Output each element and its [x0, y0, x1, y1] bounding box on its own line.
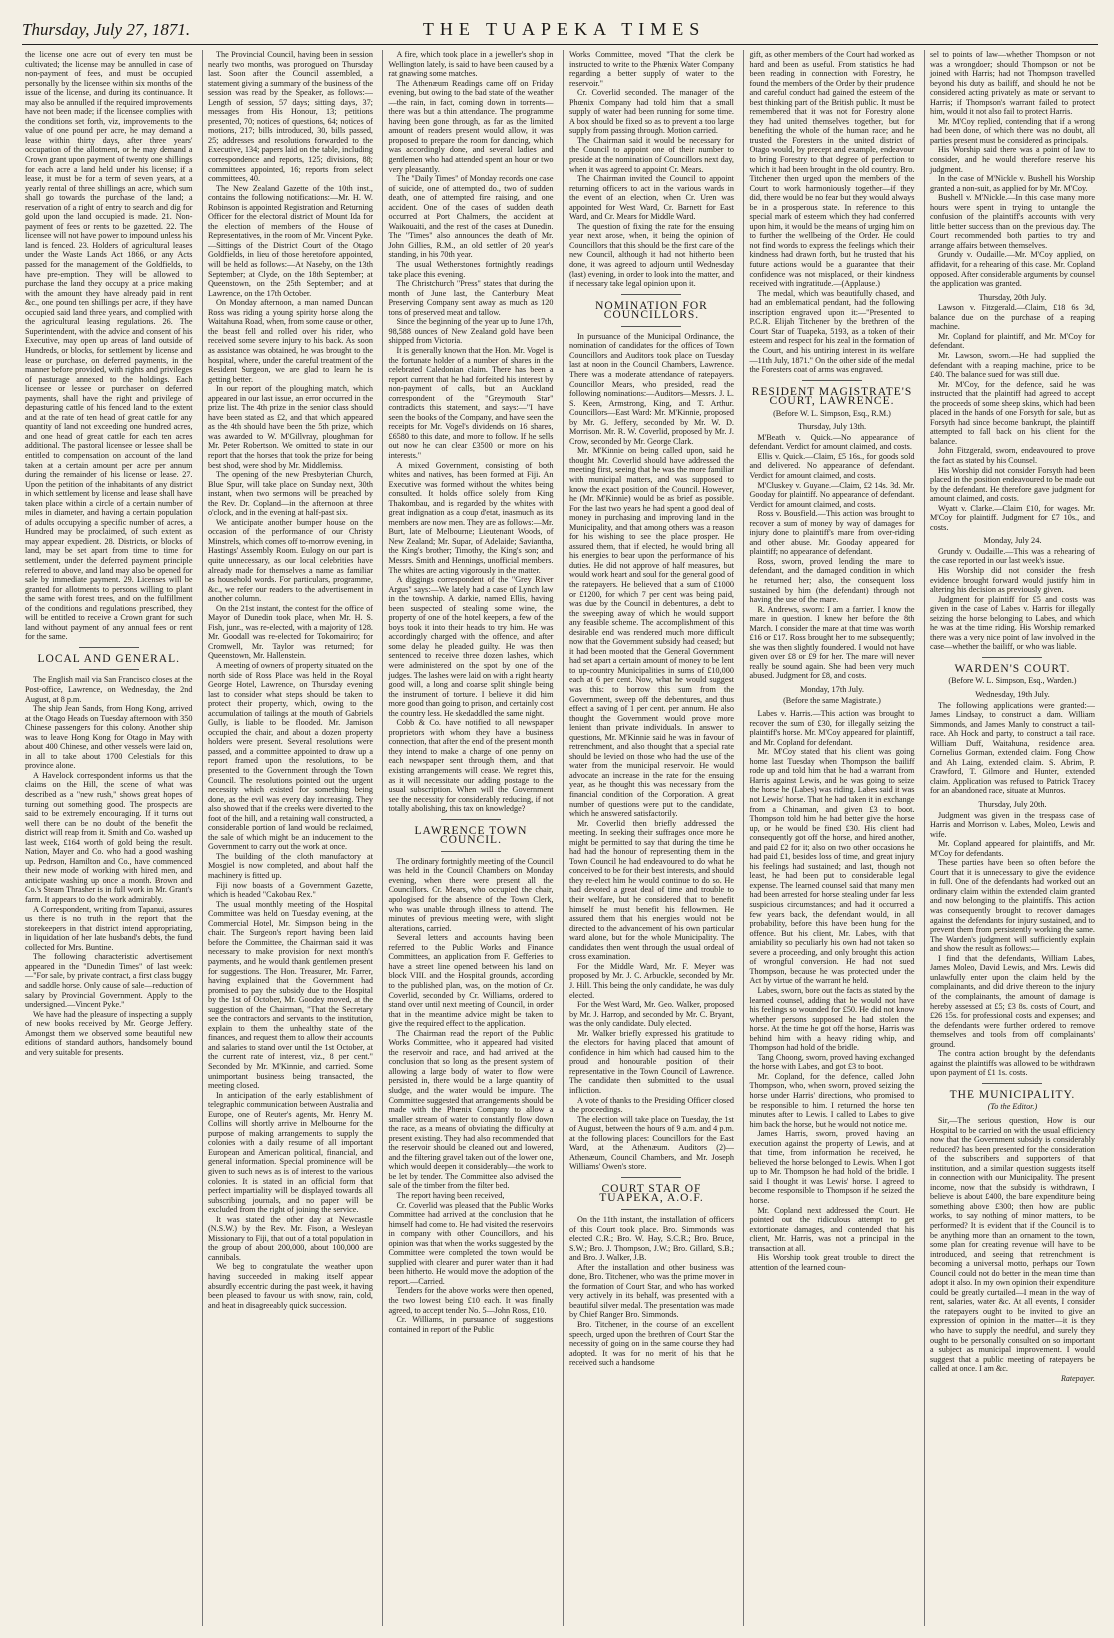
court-case: His Worship took great trouble to direct the attention of the learned coun- [749, 1253, 915, 1272]
court-case: The following applications were granted:—James Lindsay, to construct a dam. William Simmonds, and James Manly to construct a tail-race. Ah Hock and party, to construct a tail race. William Duff, Waitahuna, residence area. Cornelius Gorman, extended claim. Fong Chow and Ah Laing, extended claim. S. Abrim, P. Crawford, T. Gilmore and Hunter, extended claim. Application was refused to Patrick Tracey for an abandoned race, situate at Munros. [929, 700, 1095, 796]
court-date: Monday, July 24. [983, 536, 1042, 546]
report-paragraph: Mr. Coverlid then briefly addressed the meeting. In seeking their suffrages once more he might be permitted to say that during the time he had had the honour of representing them in the Town Council he had endeavoured to do what he conceived to be for their best interests, and should they re-elect him he would continue to do so. He had devoted a great deal of time and trouble to their welfare, but he considered that to benefit himself he must benefit his fellowmen. He assured them that his energies would not be directed to the advancement of his own particular ward alone, but for the whole Municipality. The candidates then went through the usual ordeal of cross examination. [568, 818, 734, 962]
report-paragraph: Several letters and accounts having been referred to the Public Works and Finance Committees, an application from F. Gefferies to have a street line opened between his land on block VIII. and the Hospital grounds, according to the published plan, was, on the motion of Cr. Coverlid, seconded by Cr. Williams, ordered to stand over until next meeting of Council, in order that in the meantime advice might be taken to give the required effect to the application. [388, 933, 554, 1029]
section-divider [621, 294, 681, 295]
news-item: A mixed Government, consisting of both whites and natives, has been formed at Fiji. An Executive was formed without the whites being consulted. It holds office solely from King Thakombau, and is regarded by the whites with great indignation as a coup d'etat, inasmuch as its members are now men. They are as follows:—Mr. Burt, late of Melbourne; Lieutenant Woods, of New Zealand; Mr. Supar, of Adelaide; Saviantha, the King's brother; Timothy, the King's son; and Messrs. Smith and Hennings, unofficial members. The whites are acting vigorously in the matter. [388, 460, 554, 575]
court-presiding: (Before W. L. Simpson, Esq., R.M.) [773, 408, 891, 418]
news-item: The usual monthly meeting of the Hospital Committee was held on Tuesday evening, at the Commercial Hotel, Mr. Simpson being in the chair. The Surgeon's report having been laid before the Committee, the Chairman said it was necessary to make provision for next month's payments, and he would thank gentlemen present for suggestions. The Hon. Treasurer, Mr. Farrer, having explained that the Government had promised to pay the subsidy due to the Hospital by the 1st of October, Mr. Goodey moved, at the suggestion of the Chairman, "That the Secretary see the contractors and servants to the institution, explain to them the unhealthy state of the finances, and request them to allow their accounts and salaries to stand over until the 1st October, at the current rate of interest, viz., 8 per cent." Seconded by Mr. M'Kinnie, and carried. Some unimportant business being transacted, the meeting closed. [207, 899, 373, 1091]
section-divider [441, 851, 501, 852]
section-divider [441, 819, 501, 820]
court-case: In the case of M'Nickle v. Bushell his Worship granted a non-suit, as applied for by Mr. M'Coy. [929, 174, 1095, 193]
court-case: Mr. Copland next addressed the Court. He pointed out the ridiculous attempt to get extortionate damages, and contended that his client, Mr. Harris, was not a principal in the transaction at all. [749, 1205, 915, 1253]
court-date: Thursday, July 13th. [797, 422, 867, 432]
columns [22, 50, 1098, 1626]
court-case: Bushell v. M'Nickle.—In this case many more hours were spent in trying to untangle the confusion of the plaintiff's accounts with very little better success than on the previous day. The Court recommended both parties to try and arrange affairs between themselves. [929, 193, 1095, 250]
court-case: Labes v. Harris.—This action was brought to recover the sum of £30, for illegally seizing the plaintiff's horse. Mr. M'Coy appeared for plaintiff, and Mr. Copland for defendant. [749, 709, 915, 747]
section-divider [621, 326, 681, 327]
court-presiding: (Before W. L. Simpson, Esq., Warden.) [948, 676, 1077, 686]
court-case: Lawson v. Fitzgerald.—Claim, £18 6s 3d, balance due on the purchase of a reaping machine. [929, 303, 1095, 332]
court-presiding: (Before the same Magistrate.) [783, 695, 881, 705]
news-item: We have had the pleasure of inspecting a supply of new books received by Mr. George Jeffery. Amongst them we observed some beautiful new editions of standard authors, handsomely bound and very suitable for presents. [25, 1009, 193, 1057]
court-case: Judgment for plaintiff for £5 and costs was given in the case of Labes v. Harris for illegally seizing the horse belonging to Labes, and which he was at the time riding. His Worship remarked there was a very nice point of law involved in the case—whether the bailiff, or who was liable. [929, 594, 1095, 652]
section-divider [79, 647, 139, 648]
section-heading: LOCAL AND GENERAL. [37, 652, 180, 665]
court-case: Mr. Copland, for the defence, called John Thompson, who, when sworn, proved seizing the horse under Harris' directions, who promised to be responsible to him. I returned the horse ten minutes after to Lewis. I called to Labes to give him back the horse, but he would not notice me. [749, 1071, 915, 1129]
court-date: Thursday, 20th July. [978, 292, 1047, 302]
news-item: It was stated the other day at Newcastle (N.S.W.) by the Rev. Mr. Fison, a Wesleyan Missionary to Fiji, that out of a total population in the group of about 200,000, about 100,000 are cannibals. [207, 1214, 373, 1262]
section-heading: WARDEN'S COURT. [954, 662, 1071, 675]
report-paragraph: Works Committee, moved "That the clerk be instructed to write to the Phœnix Water Company regarding a better supply of water to the reservoir." [568, 50, 734, 88]
article-text: the license one acre out of every ten must be cultivated; the license may be annulled in case of non-payment of fees, and must be occupied personally by the licensee within six months of the issue of the license, and during its continuance. It may also be annulled if the required improvements have not been made; if the licensee complies with the conditions set forth, viz, improvements to the value of one pound per acre, he may demand a lease within thirty days, after three years' occupation of the allotment, or he may demand a Crown grant upon payment of twenty one shillings for each acre a land held under his license; if a lease, it must be for a term of seven years, at a yearly rental of three shillings an acre, which sum shall go towards the purchase of the land; a reservation of a right of entry to search and dig for gold upon the land occupied is made. 21. Non-payment of fees or rents to be gazetted. 22. The licensee will not have power to impound unless his land is fenced. 23. Holders of agricultural leases under the Waste Lands Act 1866, or any Acts passed for the management of the Goldfields, to have pre-emption. They will be allowed to purchase the land they occupy at a price making with the amount they have already paid in rent &c., one pound ten shillings per acre, if they have occupied said land three years, and complied with the agricultural leasing regulations. 26. The Superintendent, with the advice and consent of his Executive, may open up areas of land outside of Hundreds, or blocks, for settlement by license and lease or purchase, on deferred payments, in the manner before provided, with rights and privileges of pasturage annexed to the holdings. Each licensee or lessee or purchaser on deferred payments, shall have the right and privilege of depasturing cattle of his fenced land to the extent and at the rate of ten head of great cattle for any quantity of land not exceeding one hundred acres, and one head of great cattle for each ten acres additional. The pastoral licensee or lessee shall be entitled to compensation on account of the land taken at a certain amount per acre per annum during the remainder of his license or lease. 27. Upon the petition of the inhabitants of any district in which settlement by license and lease shall have taken place within a circle of a certain number of miles in diameter, and having a certain population of adults occupying a specific number of acres, a Hundred may be proclaimed, of such extent as may appear expedient. 28. Districts, or blocks of land, may be set apart from time to time for settlement, under the deferred payment principle referred to above, and land may also be opened for sale by immediate payment. 29. Licenses will be granted for allotments to persons willing to plant the same with forest trees, and on the fulfillment of the conditions and regulations prescribed, they will be entitled to receive a Crown grant for such land without payment of any annual fees or rent for the same. [25, 50, 193, 642]
report-paragraph: After the installation and other business was done, Bro. Titchener, who was the prime mover in the formation of Court Star, and who has worked very actively in its behalf, was presented with a beautiful silver medal. The presentation was made by Chief Ranger Bro. Simmonds. [568, 1262, 734, 1320]
column-6 [924, 50, 1098, 1626]
report-paragraph: Cr. Coverlid was pleased that the Public Works Committee had arrived at the conclusion that he himself had come to. He had visited the reservoirs in company with other Councillors, and his opinion was that when the works suggested by the Committee were completed the town would be supplied with clearer and purer water than it had been hitherto. He would move the adoption of the report.—Carried. [388, 1200, 554, 1286]
news-item: Since the beginning of the year up to June 17th, 98,588 ounces of New Zealand gold have been shipped from Victoria. [388, 317, 554, 346]
court-case: His Worship did not consider Forsyth had been placed in the position endeavoured to be made out by the defendant. He therefore gave judgment for amount claimed, and costs. [929, 465, 1095, 504]
court-date: Thursday, July 20th. [978, 800, 1047, 810]
report-paragraph: In pursuance of the Municipal Ordinance, the nomination of candidates for the offices of Town Councillors and Auditors took place on Tuesday last at noon in the Council Chambers, Lawrence. There was a moderate attendance of ratepayers. Councillor Mears, who presided, read the following nominations:—Auditors—Messrs. J. L. S. Keen, Armstrong, King, and T. Arthur. Councillors—East Ward: Mr. M'Kinnie, proposed by Mr. G. Jeffery, seconded by Mr. W. D. Morrison. Mr. R. W. Coverlid, proposed by Mr. J. Crow, seconded by Mr. George Clark. [568, 331, 734, 446]
masthead [22, 6, 1098, 40]
court-case: Wyatt v. Clarke.—Claim £10, for wages. Mr. M'Coy for plaintiff. Judgment for £7 10s., and costs. [929, 503, 1095, 532]
letter-signature: Ratepayer. [1060, 1373, 1095, 1383]
report-paragraph: For the Middle Ward, Mr. F. Meyer was proposed by Mr. J. C. Arbuckle, seconded by Mr. J. Hill. This being the only candidate, he was duly elected. [568, 961, 734, 1000]
news-item: Fiji now boasts of a Government Gazette, which is headed "Cakobau Rex." [207, 880, 373, 900]
court-case: Mr. Copland appeared for plaintiffs, and Mr. M'Coy for defendants. [929, 839, 1095, 858]
news-item: Cobb & Co. have notified to all newspaper proprietors with whom they have a business connection, that after the end of the present month they intend to make a charge of one penny on each newspaper sent through them, and that existing arrangements will cease. We regret this, as it will necessitate our adding postage to the usual subscription. When will the Government see the necessity for considerably reducing, if not totally abolishing, this tax on knowledge? [388, 718, 554, 814]
court-case: sel to points of law—whether Thompson or not was a wrongdoer; should Thompson or not be joined with Harris; had not Thompson travelled beyond his duty as bailiff, and should he not be considered acting privately as mate or servant to Harris; if Thompson's warrant failed to protect him, would it not also fail to protect Harris. [929, 50, 1095, 117]
court-case: Grundy v. Oudaille.—This was a rehearing of the case reported in our last week's issue. [929, 546, 1095, 566]
news-item: The Athenæum Readings came off on Friday evening, but owing to the bad state of the weather—the rain, in fact, coming down in torrents—there was but a thin attendance. The programme having been gone through, as far as the limited amount of readers present would allow, it was proposed to prepare the room for dancing, which was accordingly done, and several ladies and gentlemen who had attended spent an hour or two very pleasantly. [388, 78, 554, 174]
report-paragraph: Cr. Coverlid seconded. The manager of the Phœnix Company had told him that a small supply of water had been running for some time. A box should be fixed so as to prevent a too large supply from passing through. Motion carried. [568, 88, 734, 136]
issue-date: Thursday, July 27, 1871. [22, 20, 191, 39]
newspaper-title: THE TUAPEKA TIMES [422, 19, 706, 39]
news-item: We beg to congratulate the weather upon having succeeded in making itself appear absurdly eccentric during the past week, it having been pleased to favour us with snow, rain, cold, and heat in disagreeably quick succession. [207, 1262, 373, 1310]
report-paragraph: Tenders for the above works were then opened, the two lowest being £10 each. It was finally agreed, to accept tender No. 5—John Ross, £10. [388, 1286, 554, 1315]
court-case: Tang Choong, sworn, proved having exchanged the horse with Labes, and got £3 to boot. [749, 1052, 915, 1072]
court-case: His Worship said there was a point of law to consider, and he would therefore reserve his judgment. [929, 145, 1095, 174]
news-item: The opening of the new Presbyterian Church, Blue Spur, will take place on Sunday next, 30th instant, when two sermons will be preached by the Rev. Dr. Copland—in the afternoon at three o'clock, and in the evening at half-past six. [207, 470, 373, 518]
report-paragraph: Mr. Walker briefly expressed his gratitude to the electors for having placed that amount of confidence in him which had caused him to the proud and honourable position of their representative in the Town Council of Lawrence. The candidate then submitted to the usual infliction. [568, 1028, 734, 1095]
news-item: In our report of the ploughing match, which appeared in our last issue, an error occurred in the prize list. The 4th prize in the senior class should have been stated as £2, and that which appeared as the 4th should have been the 5th prize, which was awarded to W. M'Gillvray, ploughman for Mr. Peter Robertson. We omitted to state in our report that the horses that took the prize for being best shod, were shod by Mr. Middlemiss. [207, 384, 373, 470]
court-case: James Harris, sworn, proved having an execution against the property of Lewis, and at that time, from information he received, he believed the horse belonged to Lewis. When I got up to Mr. Thompson he had hold of the bridle. I said I thought it was Lewis' horse. I agreed to become responsible to Thompson if he seized the horse. [749, 1129, 915, 1205]
report-paragraph: The Chairman invited the Council to appoint returning officers to act in the various wards in the event of an election, when Cr. Uren was appointed for West Ward, Cr. Barnett for East Ward, and Cr. Mears for Middle Ward. [568, 174, 734, 222]
news-item: The following characteristic advertisement appeared in the "Dunedin Times" of last week:—"For sale, by private contract, a first class buggy and saddle horse. Only cause of sale—reduction of salary by Provincial Government. Apply to the undersigned.—Vincent Pyke." [25, 952, 193, 1010]
newspaper-page [22, 6, 1098, 1628]
court-case: Mr. M'Coy, for the defence, said he was instructed that the plaintiff had agreed to accept the proceeds of some sheep skins, which had been placed in the hands of one Forsyth for sale, but as Forsyth had since become bankrupt, the plaintiff attempted to fall back on his client for the balance. [929, 379, 1095, 446]
report-paragraph: On the 11th instant, the installation of officers of this Court took place. Bro. Simmonds was elected C.R.; Bro. W. Hay, S.C.R.; Bro. Bruce, S.W.; Bro. J. Thompson, J.W.; Bro. Gillard, S.B.; and Bro. J. Walker, J.B. [568, 1214, 734, 1263]
news-item: A Havelock correspondent informs us that the claims on the Hill, the scene of what was described as a "new rush," shows great hopes of turning out something good. The prospects are said to be extremely encouraging. If it turns out well there can be no doubt of the benefit the district will reap from it. Smith and Co. washed up last week, £164 worth of gold being the result. Nation, Mayer and Co. who had a good washing up. Pedrson, Hamilton and Co., have commenced their new mode of working with hired men, and anticipate washing up once a month. Brown and Co.'s Steam Thrasher is in full work in Mr. Grant's farm. It appears to do the work admirably. [25, 770, 193, 905]
news-item: The Christchurch "Press" states that during the month of June last, the Canterbury Meat Preserving Company sent away as much as 120 tons of preserved meat and tallow. [388, 279, 554, 317]
report-paragraph: The Chairman said it would be necessary for the Council to appoint one of their number to preside at the nomination of Councillors next day, when it was agreed to appoint Cr. Mears. [568, 135, 734, 174]
report-paragraph: A vote of thanks to the Presiding Officer closed the proceedings. [568, 1095, 734, 1115]
news-item: The Provincial Council, having been in session nearly two months, was prorogued on Thursday last. Soon after the Council assembled, a statement giving a summary of the business of the session was read by the Speaker, as follows:—Length of session, 57 days; sitting days, 37; messages from His Honour, 13; petitions presented, 70; notices of questions, 64; notices of motions, 217; bills introduced, 30, bills passed, 25; addresses and resolutions forwarded to the Executive, 134; papers laid on the table, including correspondence and reports, 125; divisions, 88; committees appointed, 16; reports from select committees, 40. [207, 50, 373, 184]
report-paragraph: gift, as other members of the Court had worked as hard and been as useful. From statistics he had been reading in connection with Forestry, he found the members of the Order by their prudence and careful conduct had gained the esteem of the best thinking part of the British public. It must be remembered that it was not for Forestry alone they had united themselves together, but for benefiting the whole of the human race; and he trusted the Foresters in the united district of Otago would, by precept and example, endeavour to bring Forestry to that degree of perfection to which it had been brought in the old country. Bro. Titchener then urged upon the members of the Court to work harmoniously together—if they did, there would be no fear but they would always be in a prosperous state. In reference to this special mark of esteem which they had conferred upon him, it would be the means of urging him on to further the wellbeing of the Order. He could not find words to express the feelings which their kindness had drawn forth, but he trusted that his future actions would be a guarantee that their confidence was not misplaced, or their kindness received with ingratitude.—(Applause.) [749, 50, 915, 289]
header-rule [22, 44, 1098, 45]
news-item: A fire, which took place in a jeweller's shop in Wellington lately, is said to have been caused by a rat gnawing some matches. [388, 50, 554, 79]
report-paragraph: Cr. Williams, in pursuance of suggestions contained in report of the Public [388, 1315, 554, 1334]
news-item: The English mail via San Francisco closes at the Post-office, Lawrence, on Wednesday, the 2nd August, at 8 p.m. [25, 675, 193, 704]
news-item: The usual Wetherstones fortnightly readings take place this evening. [388, 260, 554, 279]
letter-body: Sir,—The serious question, How is our Hospital to be carried on with the usual efficiency now that the Government subsidy is considerably reduced? has been presented for the consideration of the subscribers and supporters of that institution, and a similar question suggests itself in connection with our Municipality. The present income, now that the subsidy is withdrawn, I believe is about £400, the bare expenditure being something above £300; then how are public works, to say nothing of minor matters, to be performed? It is evident that if the Council is to be anything more than an ornament to the town, some plan for creating revenue will have to be introduced, and seeing that retrenchment is becoming a universal motto, perhaps our Town Council could not do better in the mean time than adopt it also. In my own opinion their expenditure could be greatly curtailed—I mean in the way of rent, salaries, water &c. At all events, I consider the ratepayers ought to be invited to give an expression of opinion in the matter—it is they who have to supply the needful, and surely they ought to be personally consulted on so important a subject as municipal improvement. I would suggest that a public meeting of ratepayers be called at once. I am &c. [929, 1115, 1095, 1374]
section-divider [982, 1083, 1042, 1084]
column-1 [22, 50, 195, 1626]
section-divider [621, 1177, 681, 1178]
report-paragraph: The Chairman read the report of the Public Works Committee, who it appeared had visited the reservoir and race, and had arrived at the conclusion that so long as the present system of allowing a large body of water to flow were persisted in, there would be a large quantity of sludge, and the water would be impure. The Committee suggested that arrangements should be made with the Phœnix Company to allow a smaller stream of water to constantly flow down the race, as a means of obviating the difficulty at present existing. They had also recommended that the reservoir should be cleaned out and lowered, and the filtering gravel taken out of the lower one, which would deepen it considerably—the work to be let by tender. The Committee also advised the sale of the timber from the filter bed. [388, 1028, 554, 1191]
report-paragraph: Bro. Titchener, in the course of an excellent speech, urged upon the brethren of Court Star the necessity of going on in the same course they had adopted. It was for no merit of his that he received such a handsome [568, 1320, 734, 1368]
section-heading: LAWRENCE TOWN COUNCIL. [414, 824, 528, 847]
court-case: M'Beath v. Quick.—No appearance of defendant. Verdict for amount claimed, and costs. [749, 432, 915, 452]
news-item: It is generally known that the Hon. Mr. Vogel is the fortunate holder of a number of shares in the celebrated Caledonian claim. There has been a report current that he had forfeited his interest by non-payment of calls, but an Auckland correspondent of the "Greymouth Star" contradicts this statement, and says:—"I have seen the books of the Company, and have seen the receipts for Mr. Vogel's dividends on 16 shares, £6580 to this date, and more to follow. If he sells out now he can clear £3500 or more on his interests." [388, 345, 554, 460]
court-case: I find that the defendants, William Labes, James Moleo, David Lewis, and Mrs. Lewis did unlawfully enter upon the claim held by the complainants, and did drive thereon to the injury of the complainants, the amount of damage is hereby assessed at £5; £3 8s. costs of Court, and £26 15s. for professional costs and expenses; and the defendants were further ordered to remove themselves and tools from off complainants' ground. [929, 953, 1095, 1049]
court-case: Ross, sworn, proved lending the mare to defendant, and the damaged condition in which he returned her; also, the consequent loss sustained by him (the defendant) through not having the use of the mare. [749, 556, 915, 605]
court-case: His Worship did not consider the fresh evidence brought forward would justify him in altering his decision as previously given. [929, 565, 1095, 595]
news-item: The ship Jean Sands, from Hong Kong, arrived at the Otago Heads on Tuesday afternoon with 350 Chinese passengers for this colony. Another ship was to leave Hong Kong for Otago in May with about 400 Chinese, and other vessels were laid on, in all to take about 1700 Celestials for this province alone. [25, 704, 193, 771]
column-5 [743, 50, 917, 1626]
court-case: These parties have been so often before the Court that it is unnecessary to give the evidence in full. One of the defendants had worked out an ordinary claim within the extended claim granted and now belonging to the plaintiffs. This action was consequently brought to recover damages against the defendants for injury sustained, and to prevent them from persistently working the same. The Warden's judgment will sufficiently explain and show the result as follows:— [929, 858, 1095, 954]
news-item: The "Daily Times" of Monday records one case of suicide, one of attempted do., two of sudden death, one of attempted fire raising, and one accident. One of the cases of sudden death occurred at Port Chalmers, the accident at Waikouaiti, and the rest of the cases at Dunedin. The "Times" also announces the death of Mr. John Gillies, R.M., an old settler of 20 year's standing, in his 70th year. [388, 174, 554, 260]
section-heading: COURT STAR OF TUAPEKA, A.O.F. [599, 1182, 704, 1205]
court-case: Mr. M'Coy replied, contending that if a wrong had been done, of which there was no doubt, all parties present must be considered as principals. [929, 116, 1095, 145]
news-item: The building of the cloth manufactory at Mosgiel is now completed, and about half the machinery is fitted up. [207, 851, 373, 881]
section-divider [802, 380, 862, 381]
column-2 [202, 50, 376, 1626]
court-case: The contra action brought by the defendants against the plaintiffs was allowed to be withdrawn upon payment of £1 1s. costs. [929, 1049, 1095, 1078]
court-case: R. Andrews, sworn: I am a farrier. I know the mare in question. I knew her before the 8th March. I consider the mare at that time was worth £16 or £17. Ross brought her to me subsequently; she was then slightly foundered. I would not have given over £8 or £9 for her. The mare will never really be sound again. She had been very much abused. Judgment for £8, and costs. [749, 604, 915, 681]
news-item: A diggings correspondent of the "Grey River Argus" says:—We lately had a case of Lynch law in the township. A darkie, named Ellis, having been suspected of stealing some wine, the property of one of the hotel keepers, a few of the boys took it into their heads to try him. He was accordingly charged with the offence, and after some delay he pleaded guilty. He was then sentenced to receive three dozen lashes, which were administered on the spot by one of the judges. The lashes were laid on with a right hearty good will, a long and coarse split shingle being the instrument of torture. I believe it did him more good than going to prison, and certainly cost the country less. He skedaddled the same night. [388, 575, 554, 718]
section-divider [982, 657, 1042, 658]
court-case: Mr. Lawson, sworn.—He had supplied the defendant with a reaping machine, price to be £40. The balance sued for was still due. [929, 350, 1095, 380]
report-paragraph: The election will take place on Tuesday, the 1st of August, between the hours of 9 a.m. and 4 p.m. at the following places: Councillors for the East Ward, at the Athenæum. Auditors (2)—Athenæum, Council Chambers, and Mr. Joseph Williams' Owen's store. [568, 1114, 734, 1172]
report-paragraph: Mr. M'Kinnie on being called upon, said he thought Mr. Coverlid should have addressed the meeting first, seeing that he was the more familiar with municipal matters, and was supposed to know the exact position of the Council. However, he (Mr. M'Kinnie) would be as brief as possible. For the last two years he had spent a good deal of money in purchasing and improving land in the Municipality, and that among others was a reason for his wishing to see the place prosper. He assured them, that if elected, he would bring all his energies to bear upon the performance of his duties. He did not approve of half measures, but would work heart and soul for the general good of the ratepayers. He believed that a sum of £1000 or £1200, for which 7 per cent was being paid, was due by the Council in debentures, a debt to the sweeping away of which he would support any feasible scheme. The accomplishment of this desirable end was rendered much more difficult now that the Government subsidy had ceased; but it had been mooted that the General Government had set apart a certain amount of money to be lent to up-country Municipalities in sums of £10,000 each at 6 per cent. Now, what he would suggest was this: to borrow this sum from the Government, sweep off the debentures, and thus effect a saving of 1 per cent. per annum. He also thought the Government would prove more lenient than private individuals. In answer to questions, Mr. M'Kinnie said he was in favour of retrenchment, and also thought that a special rate should be levied on those who had the use of the water from the municipal reservoir. He would advocate an increase in the rate for the ensuing year, as he thought this was necessary from the financial condition of the Corporation. A great number of questions were put to the candidate, which he answered satisfactorily. [568, 446, 734, 819]
report-paragraph: The ordinary fortnightly meeting of the Council was held in the Council Chambers on Monday evening, when there were present all the Councillors. Cr. Mears, who occupied the chair, apologised for the absence of the Town Clerk, who was unable through illness to attend. The minutes of previous meeting were, with slight alterations, carried. [388, 856, 554, 933]
news-item: A meeting of owners of property situated on the north side of Ross Place was held in the Royal George Hotel, Lawrence, on Thursday evening last to consider what steps should be taken to protect their property, which, owing to the accumulation of tailings at the mouth of Gabriels Gully, is liable to be flooded. Mr. Jamison occupied the chair, and about a dozen property holders were present. Several resolutions were passed, and a committee appointed to draw up a report framed upon the resolutions, to be presented to the Government through the Town Council. The resolutions pointed out the urgent necessity which existed for something being done, as the evil was every day increasing. They also showed that if the creeks were diverted to the foot of the hill, and a retaining wall constructed, a considerable portion of land would be reclaimed, the sale of which might be an inducement to the Government to carry out the work at once. [207, 661, 373, 852]
report-paragraph: The question of fixing the rate for the ensuing year next arose, when, it being the opinion of Councillors that this should be the first care of the new Council, although it had not hitherto been done, it was agreed to adjourn until Wednesday (last) evening, in order to look into the matter, and if necessary take legal opinion upon it. [568, 221, 734, 289]
news-item: We anticipate another bumper house on the occasion of the performance of our Christy Minstrels, which comes off to-morrow evening, in Hastings' Assembly Room. Eulogy on our part is quite unnecessary, as our local celebrities have already made for themselves a name as familiar as household words. For particulars, programme, &c., we refer our readers to the advertisement in another column. [207, 517, 373, 604]
court-case: M'Cluskey v. Guyane.—Claim, £2 14s. 3d. Mr. Gooday for plaintiff. No appearance of defendant. Verdict for amount claimed, and costs. [749, 480, 915, 509]
court-case: Ross v. Bousfield.—This action was brought to recover a sum of money by way of damages for injury done to plaintiff's mare from over-riding and other abuse. Mr. Gooday appeared for plaintiff; no appearance of defendant. [749, 509, 915, 557]
court-case: Mr. M'Coy stated that his client was going home last Tuesday when Thompson the bailiff rode up and told him that he had a warrant from Harris against Lewis, and he was going to seize the horse he (Labes) was riding. Labes said it was not Lewis' horse. That he had taken it in exchange from a Chinaman, and given £3 to boot. Thompson told him he had better give the horse up, or he would be fined £30. His client had consequently got off the horse, and hired another, and paid £2 for it; also on two other occasions he had paid £1, besides loss of time, and great injury his feelings had sustained; and last, though not least, he had been put to considerable legal expense. The learned counsel said that many men had been arrested for horse stealing under far less suspicious circumstances; and had it occurred a few years back, the defendant would, in all probability, before this have been hung for the offence. But his client, Mr. Labes, with that amiability so peculiarly his own had not taken so severe a proceeding, and only brought this action of wrongful conversion. He had not sued Thompson, because he was protected under the Act by virtue of the warrant he held. [749, 747, 915, 986]
section-heading: NOMINATION FOR COUNCILLORS. [595, 299, 708, 322]
court-case: Labes, sworn, bore out the facts as stated by the learned counsel, adding that he would not have his feelings so wounded for £50. He did not know whether persons supposed he had stolen the horse. At the time he got off the horse, Harris was behind him with a heavy riding whip, and Thompson had hold of the bridle. [749, 985, 915, 1053]
court-case: Judgment was given in the trespass case of Harris and Morrison v. Labes, Moleo, Lewis and wife. [929, 810, 1095, 839]
news-item: On Monday afternoon, a man named Duncan Ross was riding a young spirity horse along the Waitahuna Road, when, from some cause or other, the beast fell and rolled over his rider, who received some severe injury to his back. As soon as assistance was obtained, he was brought to the hospital, where, under the careful treatment of the Resident Surgeon, we are glad to learn he is getting better. [207, 298, 373, 384]
report-paragraph: The report having been received, [396, 1190, 505, 1200]
section-divider [79, 669, 139, 670]
column-4 [563, 50, 737, 1626]
court-case: Grundy v. Oudaille.—Mr. M'Coy applied, on affidavit, for a rehearing of this case. Mr. Copland opposed. After considerable arguments by counsel the application was granted. [929, 250, 1095, 289]
section-heading: THE MUNICIPALITY. [949, 1088, 1076, 1101]
news-item: On the 21st instant, the contest for the office of Mayor of Dunedin took place, when Mr. H. S. Fish, junr., was re-elected, with a majority of 128. Mr. Goodall was re-elected for Tokomairiro; for Cromwell, Mr. Taylor was returned; for Queenstown, Mr. Hallenstein. [207, 603, 373, 661]
column-3 [382, 50, 556, 1626]
news-item: The New Zealand Gazette of the 10th inst., contains the following notifications:—Mr. H. W. Robinson is appointed Registration and Returning Officer for the electoral district of Mount Ida for the election of members of the House of Representatives, in the room of Mr. Vincent Pyke.—Sittings of the District Court of the Otago Goldfields, in lieu of those heretofore appointed, will be held as follows:—At Naseby, on the 13th September; at Clyde, on the 18th September; at Queenstown, on the 25th September; and at Lawrence, on the 17th October. [207, 183, 373, 298]
report-paragraph: The medal, which was beautifully chased, and had an emblematical pendant, had the following inscription engraved upon it:—"Presented to P.C.R. Elijah Titchener by the brethren of the Court Star of Tuapeka, 5193, as a token of their esteem and respect for his zeal in the formation of the Court, and his untiring interest in its welfare—11th July, 1871." On the other side of the medal the Foresters coat of arms was engraved. [749, 288, 915, 375]
news-item: In anticipation of the early establishment of telegraphic communication between Australia and Europe, one of Reuter's agents, Mr. Henry M. Collins will shortly arrive in Melbourne for the purpose of making arrangements to supply the colonies with a daily resume of all important European and American political, financial, and general information. Special prominence will be given to such news as is of interest to the various colonies. It is stated in an official form that perfect impartiality will be displayed towards all subscribing journals, and no paper will be excluded from the right of joining the service. [207, 1090, 373, 1215]
letter-addressee: (To the Editor.) [987, 1102, 1038, 1112]
court-case: Ellis v. Quick.—Claim, £5 16s., for goods sold and delivered. No appearance of defendant. Verdict for amount claimed, and costs. [749, 451, 915, 480]
section-divider [621, 1209, 681, 1210]
court-case: John Fitzgerald, sworn, endeavoured to prove the fact as stated by his Counsel. [929, 446, 1095, 465]
report-paragraph: For the West Ward, Mr. Geo. Walker, proposed by Mr. J. Harrop, and seconded by Mr. C. Bryant, was the only candidate. Duly elected. [568, 1000, 734, 1029]
section-heading: RESIDENT MAGISTRATE'S COURT, LAWRENCE. [751, 385, 913, 408]
news-item: A Correspondent, writing from Tapanui, assures us there is no truth in the report that the storekeepers in that district intend appropriating, in liquidation of her late husband's debts, the fund collected for Mrs. Buntine. [25, 904, 193, 952]
court-date: Wednesday, 19th July. [975, 690, 1050, 699]
court-date: Monday, 17th July. [799, 685, 864, 694]
court-case: Mr. Copland for plaintiff, and Mr. M'Coy for defendant. [929, 331, 1095, 351]
